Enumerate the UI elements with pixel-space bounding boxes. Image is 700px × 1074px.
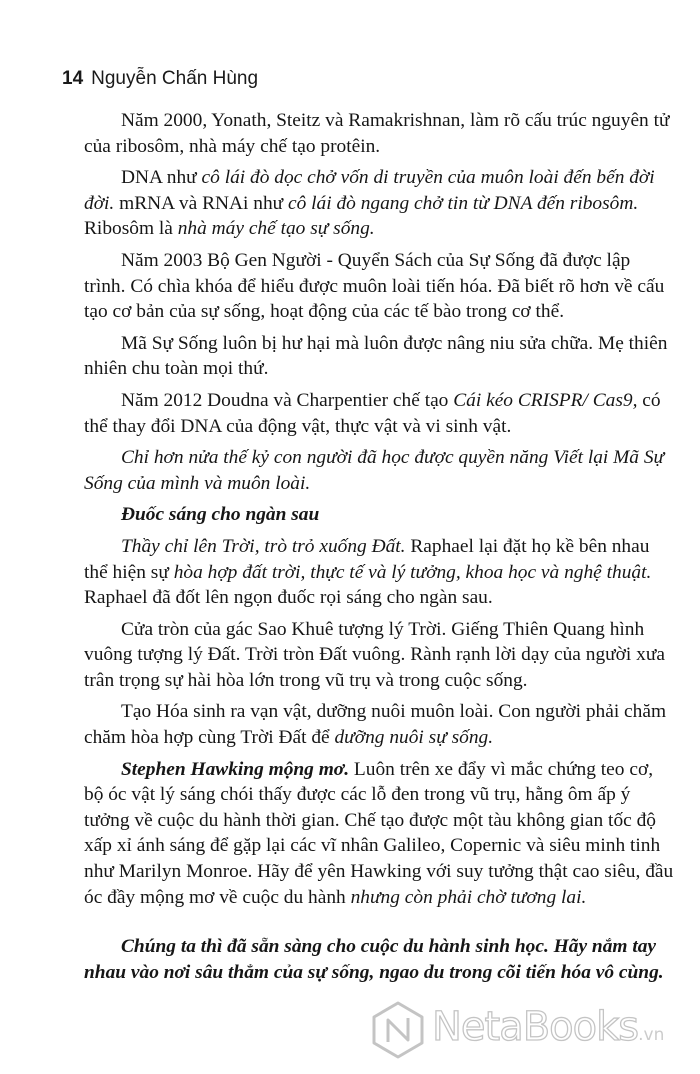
italic-phrase: nhưng còn phải chờ tương lai. (350, 886, 587, 908)
paragraph-text: Tạo Hóa sinh ra vạn vật, dưỡng nuôi muôn loài. Con người phải chăm chăm hòa hợp cùng Trời Đất để (84, 701, 667, 749)
italic-phrase: Chỉ hơn nửa thế kỷ con người đã học được quyền năng Viết lại Mã Sự Sống của mình và muôn loài. (84, 447, 665, 494)
paragraph-text: Raphael lại đặt họ kề bên nhau thể hiện sự (84, 535, 650, 583)
paragraph-text: mRNA và RNAi như (114, 192, 289, 214)
italic-phrase: hòa hợp đất trời, thực tế và lý tưởng, khoa học và nghệ thuật. (173, 561, 652, 583)
page-header (62, 68, 258, 90)
italic-phrase: cô lái đò dọc chở vốn di truyền của muôn loài đến bến đời đời. (84, 167, 655, 214)
paragraph-1 (84, 108, 674, 159)
italic-phrase: Thầy chỉ lên Trời, trò trỏ xuống Đất. (121, 535, 406, 557)
paragraph-text: Mã Sự Sống luôn bị hư hại mà luôn được nâng niu sửa chữa. Mẹ thiên nhiên chu toàn mọi thứ. (84, 332, 668, 380)
watermark-text (432, 1004, 664, 1050)
paragraph-text: Cửa tròn của gác Sao Khuê tượng lý Trời. Giếng Thiên Quang hình vuông tượng lý Đất. Trời tròn Đất vuông. Rành rạnh lời dạy của người xưa trân trọng sự hài hòa lớn trong vũ trụ và trong cuộc sống. (84, 618, 665, 691)
paragraph-7 (84, 534, 674, 611)
page-body (84, 108, 674, 991)
paragraph-10 (84, 757, 674, 911)
section-heading: Đuốc sáng cho ngàn sau (121, 504, 320, 526)
bold-italic-phrase: Stephen Hawking mộng mơ. (121, 758, 350, 780)
paragraph-3 (84, 248, 674, 325)
italic-phrase: nhà máy chế tạo sự sống. (177, 218, 375, 240)
paragraph-11 (84, 934, 674, 985)
paragraph-6 (84, 445, 674, 496)
netabooks-logo-icon (368, 1000, 428, 1060)
paragraph-9 (84, 699, 674, 750)
paragraph-text: Năm 2012 Doudna và Charpentier chế tạo (121, 389, 454, 411)
paragraph-2 (84, 165, 674, 242)
paragraph-text: có thể thay đổi DNA của động vật, thực vật và vi sinh vật. (84, 389, 661, 437)
italic-phrase: dưỡng nuôi sự sống. (334, 727, 494, 749)
paragraph-5 (84, 388, 674, 439)
watermark (368, 1000, 698, 1064)
italic-phrase: cô lái đò ngang chở tin từ DNA đến ribosôm. (288, 192, 639, 214)
page-number: 14 (62, 68, 84, 89)
paragraph-8 (84, 617, 674, 694)
paragraph-text: Năm 2003 Bộ Gen Người - Quyển Sách của Sự Sống đã được lập trình. Có chìa khóa để hiểu được muôn loài tiến hóa. Đã biết rõ hơn về cấu tạo cơ bản của sự sống, hoạt động của các tế bào trong cơ thể. (84, 249, 665, 323)
author-name: Nguyễn Chấn Hùng (91, 68, 259, 89)
paragraph-text: DNA như (121, 167, 202, 189)
paragraph-text: Năm 2000, Yonath, Steitz và Ramakrishnan, làm rõ cấu trúc nguyên tử của ribosôm, nhà máy chế tạo protêin. (84, 110, 670, 157)
bold-italic-phrase: Chúng ta thì đã sẵn sàng cho cuộc du hành sinh học. Hãy nắm tay nhau vào nơi sâu thẳm của sự sống, ngao du trong cõi tiến hóa vô cùng. (84, 936, 664, 983)
paragraph-text: Ribosôm là (84, 218, 178, 240)
watermark-brand: NetaBooks (432, 1004, 639, 1050)
paragraph-text: Luôn trên xe đẩy vì mắc chứng teo cơ, bộ óc vật lý sáng chói thấy được các lỗ đen trong vũ trụ, hằng ôm ấp ý tưởng về cuộc du hành thời gian. Chế tạo được một tàu không gian tốc độ xấp xỉ ánh sáng để gặp lại các vĩ nhân Galileo, Copernic và siêu minh tinh như Marilyn Monroe. Hãy để yên Hawking với suy tưởng thật cao siêu, đầu óc đầy mộng mơ về cuộc du hành (84, 758, 674, 908)
paragraph-4 (84, 331, 674, 382)
watermark-tld: .vn (638, 1025, 665, 1045)
italic-phrase: Cái kéo CRISPR/ Cas9, (453, 389, 638, 411)
paragraph-text: Raphael đã đốt lên ngọn đuốc rọi sáng cho ngàn sau. (84, 587, 493, 609)
